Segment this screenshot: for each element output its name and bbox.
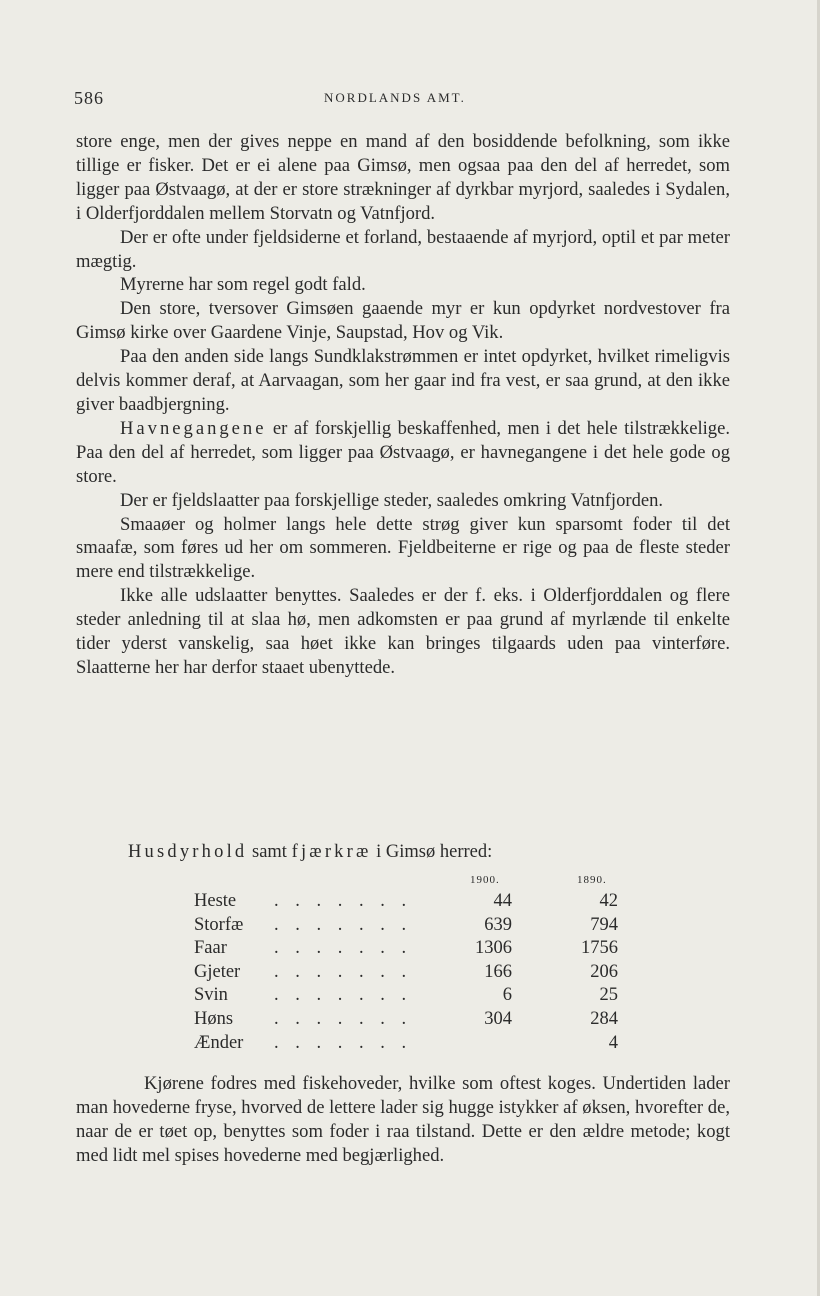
animal-name: Høns [194, 1008, 234, 1029]
paragraph: Ikke alle udslaatter benyttes. Saaledes er der f. eks. i Olderfjorddalen og flere steder anledning til at slaa hø, men adkomsten er paa grund af myrlænde til enkelte tider yderst vanskelig, saa høet ikke kan bringes tilgaards uden paa vinterføre. Slaatterne her har derfor staaet ubenyttede. [76, 585, 730, 678]
paragraph: Paa den anden side langs Sundklakstrømmen er intet opdyrket, hvilket rimeligvis delvis kommer deraf, at Aarvaagan, som her gaar ind fra vest, er saa grund, at den ikke giver baadbjergning. [76, 346, 730, 415]
paragraph: Den store, tversover Gimsøen gaaende myr er kun opdyrket nordvestover fra Gimsø kirke over Gaardene Vinje, Saupstad, Hov og Vik. [76, 298, 730, 344]
animal-name: Faar [194, 938, 227, 959]
heading-fjaerkrae: fjærkræ [291, 842, 372, 862]
value-1890: 206 [590, 961, 618, 982]
value-1900: 639 [484, 914, 512, 935]
table-row [194, 984, 634, 1008]
heading-husdyrhold: Husdyrhold [128, 842, 248, 862]
heading-location: i Gimsø herred: [376, 842, 493, 862]
heading-samt: samt [252, 842, 287, 862]
value-1890: 794 [590, 914, 618, 935]
table-row [194, 1008, 634, 1032]
body-text [76, 130, 730, 680]
leader-dots: . . . . . . . [274, 914, 413, 935]
running-head: NORDLANDS AMT. [324, 90, 466, 105]
livestock-heading [128, 842, 492, 863]
animal-name: Gjeter [194, 961, 241, 982]
paragraph: Der er ofte under fjeldsiderne et forland, bestaaende af myrjord, optil et par meter mægtig. [76, 226, 730, 272]
leader-dots: . . . . . . . [274, 938, 413, 959]
value-1900: 1306 [475, 938, 512, 959]
page-header [74, 88, 746, 112]
value-1890: 4 [608, 1032, 618, 1053]
leader-dots: . . . . . . . [274, 891, 413, 911]
table-row [194, 890, 634, 914]
paragraph: Kjørene fodres med fiskehoveder, hvilke som oftest koges. Undertiden lader man hovederne fryse, hvorved de lettere lader sig hugge istykker af øksen, hvorefter de, naar de er tøet op, benyttes som foder i raa tilstand. Dette er den ældre metode; kogt med lidt mel spises hovederne med begjærlighed. [76, 1073, 730, 1166]
year-1890: 1890. [577, 874, 607, 886]
year-1900: 1900. [470, 874, 500, 886]
leader-dots: . . . . . . . [274, 985, 413, 1006]
closing-text [76, 1072, 730, 1168]
value-1900: 304 [484, 1008, 512, 1029]
paragraph [76, 417, 730, 489]
value-1890: 1756 [581, 938, 618, 959]
paragraph: Myrerne har som regel godt fald. [120, 274, 366, 296]
animal-name: Storfæ [194, 914, 244, 935]
animal-name: Svin [194, 985, 228, 1006]
animal-name: Heste [194, 891, 237, 911]
table-row [194, 937, 634, 961]
paragraph: Der er fjeldslaatter paa forskjellige steder, saaledes omkring Vatnfjorden. [120, 489, 664, 511]
value-1900: 44 [493, 891, 512, 911]
page-number: 586 [74, 88, 104, 108]
value-1900: 166 [484, 961, 512, 982]
value-1900: 6 [502, 985, 512, 1006]
leader-dots: . . . . . . . [274, 1008, 413, 1029]
table-row [194, 1032, 634, 1056]
animal-name: Ænder [194, 1032, 244, 1053]
value-1890: 284 [590, 1008, 618, 1029]
paragraph: Smaaøer og holmer langs hele dette strøg giver kun sparsomt foder til det smaafæ, som føres ud her om sommeren. Fjeldbeiterne er rige og paa de fleste steder mere end tilstrækkelige. [76, 513, 730, 583]
paragraph: store enge, men der gives neppe en mand af den bosiddende befolkning, som ikke tillige er fisker. Det er ei alene paa Gimsø, men ogsaa paa den del af herredet, som ligger paa Østvaagø, at der er store strækninger af dyrkbar myrjord, saaledes i Sydalen, i Olderfjorddalen mellem Storvatn og Vatnfjord. [76, 131, 730, 224]
table-row [194, 914, 634, 938]
value-1890: 25 [599, 985, 618, 1006]
table-row [194, 961, 634, 985]
livestock-table [194, 872, 634, 1055]
paragraph-rest: er af forskjellig beskaffenhed, men i det hele tilstrækkelige. Paa den del af herredet, som ligger paa Østvaagø, er havnegangene i det hele gode og store. [76, 417, 730, 487]
value-1890: 42 [599, 891, 618, 911]
leader-dots: . . . . . . . [274, 961, 413, 982]
leader-dots: . . . . . . . [274, 1032, 413, 1053]
spaced-lead-word: Havnegangene [120, 417, 267, 439]
year-header-row [194, 872, 634, 890]
